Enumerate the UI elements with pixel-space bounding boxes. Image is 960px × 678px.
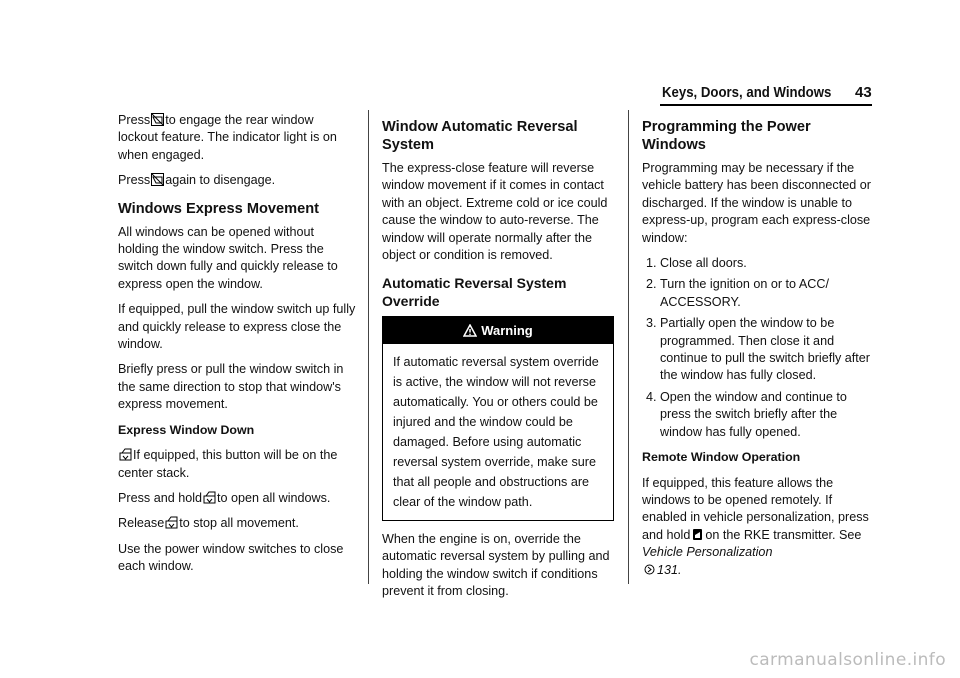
section-title: Keys, Doors, and Windows — [662, 84, 832, 101]
paragraph-open-all: Press and hold to open all windows. — [118, 490, 331, 505]
window-lockout-icon — [151, 173, 164, 186]
paragraph-close-each: Use the power window switches to close each window. — [118, 541, 344, 574]
window-lockout-icon — [151, 113, 164, 126]
heading-auto-reversal: Window Automatic Reversal System — [382, 119, 578, 153]
paragraph-center-stack: If equipped, this button will be on the center stack. — [118, 448, 338, 480]
heading-reversal-override: Automatic Reversal System Override — [382, 275, 567, 310]
column-divider-1 — [368, 110, 369, 584]
paragraph-express-open: All windows can be opened without holding the window switch. Press the switch down fully and quickly release to express open the window. — [118, 224, 338, 291]
page-header — [0, 84, 960, 106]
paragraph-override: When the engine is on, override the automatic reversal system by pulling and holding the window switch if conditions prevent it from closing. — [382, 531, 610, 599]
heading-programming: Programming the Power Windows — [642, 119, 811, 153]
column-3 — [642, 108, 874, 587]
subheading-express-down: Express Window Down — [118, 422, 255, 437]
list-item: 4. Open the window and continue to press the switch briefly after the window has fully opened. — [646, 389, 847, 439]
paragraph-release: Release to stop all movement. — [118, 516, 299, 531]
paragraph-disengage: Press again to disengage. — [118, 173, 276, 188]
page-number: 43 — [855, 84, 872, 101]
column-2 — [382, 108, 614, 608]
watermark: carmanualsonline.info — [749, 650, 946, 670]
warning-header: Warning — [383, 317, 613, 343]
page-reference[interactable]: 131. — [657, 562, 682, 577]
express-window-down-icon — [203, 491, 216, 504]
paragraph-remote: If equipped, this feature allows the windows to be opened remotely. If enabled in vehicle personalization, press and hold on the RKE transmitter. See Vehicle Personalization 131. — [642, 475, 869, 577]
column-1 — [118, 112, 356, 584]
cross-reference-link[interactable]: Vehicle Personalization — [642, 545, 773, 560]
key-fob-window-icon — [691, 528, 704, 541]
page-footer — [0, 648, 960, 678]
warning-body: If automatic reversal system override is active, the window will not reverse automatically. You or others could be injured and the window could be damaged. Before using automatic reversal system override, make sure that all people and obstructions are clear of the window path. — [393, 354, 599, 509]
column-divider-2 — [628, 110, 629, 584]
paragraph-lockout: Press to engage the rear window lockout feature. The indicator light is on when engaged. — [118, 113, 337, 162]
paragraph-stop-express: Briefly press or pull the window switch in the same direction to stop that window's express movement. — [118, 362, 344, 412]
list-item: 1. Close all doors. — [646, 256, 747, 271]
paragraph-reversal: The express-close feature will reverse window movement if it comes in contact with an object. Extreme cold or ice could cause the window to auto-reverse. The window will operate normally after the object or condition is removed. — [382, 161, 608, 263]
programming-steps — [642, 255, 874, 441]
list-item: 3. Partially open the window to be programmed. Then close it and continue to pull the switch briefly after the window has fully closed. — [646, 316, 871, 383]
warning-box — [382, 316, 614, 520]
header-rule — [660, 104, 872, 106]
express-window-down-icon — [119, 448, 132, 461]
subheading-remote: Remote Window Operation — [642, 450, 801, 465]
express-window-down-icon — [165, 516, 178, 529]
list-item: 2. Turn the ignition on or to ACC/ ACCESSORY. — [646, 277, 829, 309]
heading-express-movement: Windows Express Movement — [118, 200, 319, 217]
paragraph-express-close: If equipped, pull the window switch up fully and quickly release to express close the window. — [118, 302, 356, 352]
paragraph-programming: Programming may be necessary if the vehicle battery has been disconnected or discharged. If the window is unable to express-up, program each express-close window: — [642, 161, 871, 245]
page-reference-icon — [643, 563, 656, 576]
warning-triangle-icon — [463, 324, 477, 337]
